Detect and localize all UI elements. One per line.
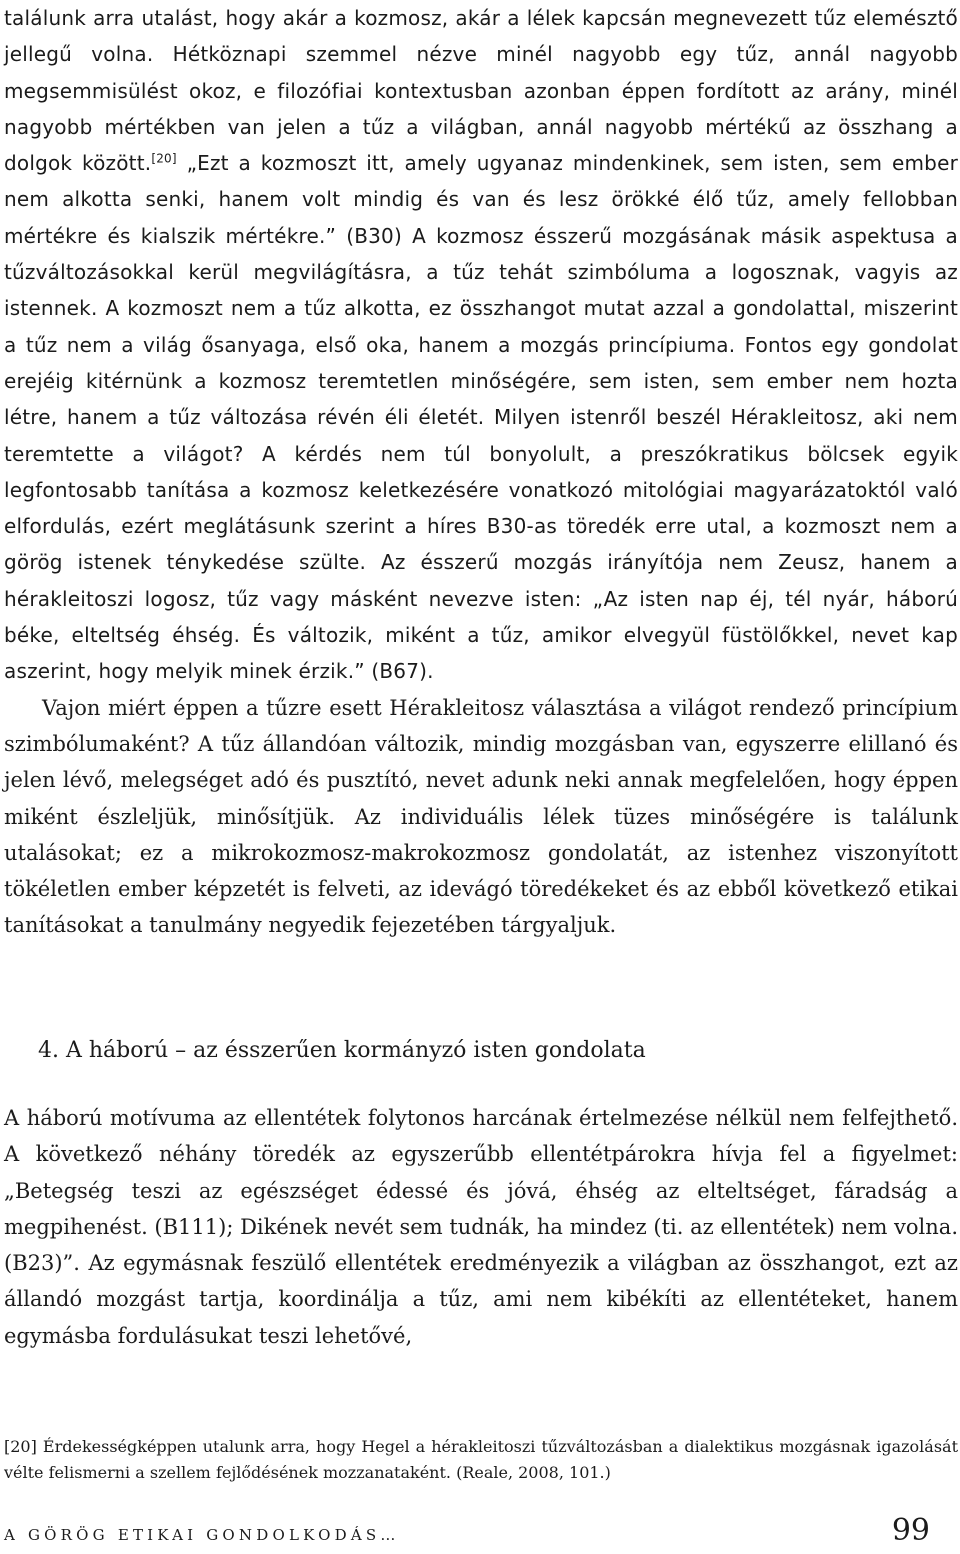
paragraph-1	[4, 0, 958, 690]
footnote-20: [20] Érdekességképpen utalunk arra, hogy Hegel a hérakleitoszi tűzváltozásban a dialektikus mozgásnak igazolását vélte felismerni a szellem fejlődésének mozzanataként. (Reale, 2008, 101.)	[4, 1437, 958, 1482]
page-number: 99	[891, 1513, 930, 1548]
footnote	[4, 1434, 958, 1486]
running-head: A GÖRÖG ETIKAI GONDOLKODÁS…	[4, 1526, 400, 1544]
paragraph-3: A háború motívuma az ellentétek folytonos harcának értelmezése nélkül nem felfejthető. A következő néhány töredék az egyszerűbb ellentétpárokra hívja fel a figyelmet: „Betegség teszi az egészséget édessé és jóvá, éhség az elteltséget, fáradság a megpihenést. (B111); Dikének nevét sem tudnák, ha mindez (ti. az ellentétek) nem volna. (B23)”. Az egymásnak feszülő ellentétek eredményezik a világban az összhangot, ezt az állandó mozgást tartja, koordinálja a tűz, ami nem kibékíti az ellentéteket, hanem egymásba fordulásukat teszi lehetővé,	[4, 1106, 958, 1348]
section-heading: 4. A háború – az ésszerűen kormányzó isten gondolata	[38, 1038, 646, 1063]
paragraph-1-rest: „Ezt a kozmoszt itt, amely ugyanaz mindenkinek, sem isten, sem ember nem alkotta senki, hanem volt mindig és van és lesz örökké élő tűz, amely fellobban mértékre és kialszik mértékre.” (B30) A kozmosz ésszerű mozgásának másik aspektusa a tűzváltozásokkal kerül megvilágításra, a tűz tehát szimbóluma a logosznak, vagyis az istennek. A kozmoszt nem a tűz alkotta, ez összhangot mutat azzal a gondolattal, miszerint a tűz nem a világ ősanyaga, első oka, hanem a mozgás princípiuma. Fontos egy gondolat erejéig kitérnünk a kozmosz teremtetlen minőségére, sem isten, sem ember nem hozta létre, hanem a tűz változása révén éli életét. Milyen istenről beszél Hérakleitosz, aki nem teremtette a világot? A kérdés nem túl bonyolult, a preszókratikus bölcsek egyik legfontosabb tanítása a kozmosz keletkezésére vonatkozó mitológiai magyarázatoktól való elfordulás, ezért meglátásunk szerint a híres B30-as töredék erre utal, a kozmoszt nem a görög istenek ténykedése szülte. Az ésszerű mozgás irányítója nem Zeusz, hanem a hérakleitoszi logosz, tűz vagy másként nevezve isten: „Az isten nap éj, tél nyár, háború béke, elteltség éhség. És változik, miként a tűz, amikor elvegyül füstölőkkel, nevet kap aszerint, hogy melyik minek érzik.” (B67).	[4, 151, 958, 684]
paragraph-2: Vajon miért éppen a tűzre esett Hérakleitosz választása a világot rendező princípium szimbólumaként? A tűz állandóan változik, mindig mozgásban van, egyszerre elillanó és jelen lévő, melegséget adó és pusztító, nevet adunk neki annak megfelelően, hogy éppen miként észleljük, minősítjük. Az individuális lélek tüzes minőségére is találunk utalásokat; ez a mikrokozmosz-makrokozmosz gondolatát, az istenhez viszonyított tökéletlen ember képzetét is felveti, az idevágó töredékeket és az ebből következő etikai tanításokat a tanulmány negyedik fejezetében tárgyaljuk.	[4, 695, 958, 938]
body-text	[4, 0, 958, 944]
footnote-reference-20[interactable]: [20]	[151, 151, 177, 166]
paragraph-1-start: találunk arra utalást, hogy akár a kozmosz, akár a lélek kapcsán megnevezett tűz elemésztő jellegű volna. Hétköznapi szemmel nézve minél nagyobb egy tűz, annál nagyobb megsemmisülést okoz, e filozófiai kontextusban azonban éppen fordított az arány, minél nagyobb mértékben van jelen a tűz a világban, annál nagyobb mértékű az összhang a dolgok között.	[4, 6, 958, 176]
section-body	[4, 1100, 958, 1354]
